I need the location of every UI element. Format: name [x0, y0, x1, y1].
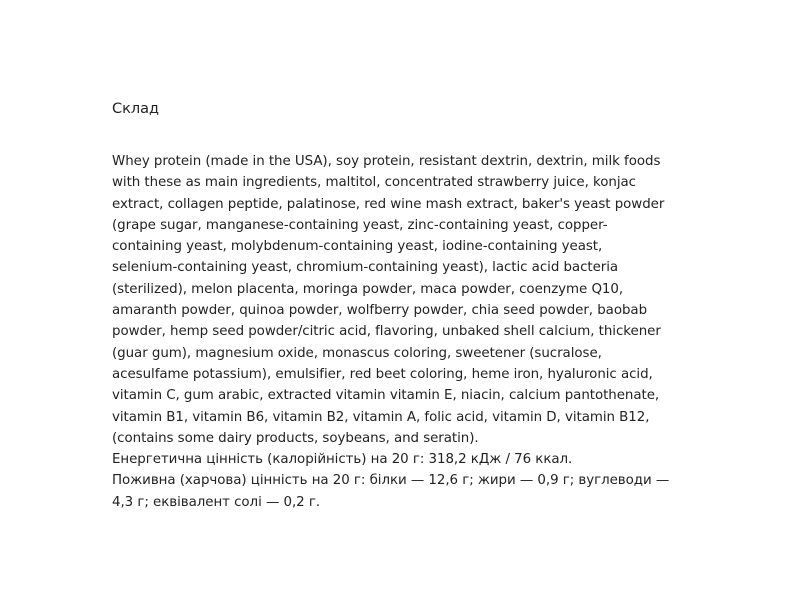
text-line: (sterilized), melon placenta, moringa powder, maca powder, coenzyme Q10,	[112, 281, 624, 297]
text-line: vitamin C, gum arabic, extracted vitamin vitamin E, niacin, calcium pantothenate,	[112, 388, 660, 404]
nutrition-value-line: Поживна (харчова) цінність на 20 г: білки — 12,6 г; жири — 0,9 г; вуглеводи —	[112, 473, 670, 489]
text-line: powder, hemp seed powder/citric acid, flavoring, unbaked shell calcium, thickener	[112, 324, 661, 340]
text-line: with these as main ingredients, maltitol, concentrated strawberry juice, konjac	[112, 175, 636, 191]
text-line: selenium-containing yeast, chromium-containing yeast), lactic acid bacteria	[112, 260, 619, 276]
section-heading: Склад	[112, 101, 160, 117]
composition-text	[112, 151, 692, 513]
text-line: Whey protein (made in the USA), soy protein, resistant dextrin, dextrin, milk foods	[112, 154, 661, 169]
energy-value-line: Енергетична цінність (калорійність) на 20 г: 318,2 кДж / 76 ккал.	[112, 452, 573, 468]
text-line: vitamin B1, vitamin B6, vitamin B2, vitamin A, folic acid, vitamin D, vitamin B12,	[112, 409, 650, 425]
text-line: (contains some dairy products, soybeans, and seratin).	[112, 430, 479, 446]
text-line: containing yeast, molybdenum-containing yeast, iodine-containing yeast,	[112, 239, 603, 255]
text-line: (grape sugar, manganese-containing yeast, zinc-containing yeast, copper-	[112, 217, 608, 233]
text-line: (guar gum), magnesium oxide, monascus coloring, sweetener (sucralose,	[112, 345, 602, 361]
text-line: amaranth powder, quinoa powder, wolfberry powder, chia seed powder, baobab	[112, 303, 648, 319]
composition-section	[112, 98, 692, 513]
nutrition-value-line: 4,3 г; еквівалент солі — 0,2 г.	[112, 494, 321, 510]
text-line: extract, collagen peptide, palatinose, red wine mash extract, baker's yeast powder	[112, 196, 665, 212]
text-line: acesulfame potassium), emulsifier, red beet coloring, heme iron, hyaluronic acid,	[112, 366, 653, 382]
